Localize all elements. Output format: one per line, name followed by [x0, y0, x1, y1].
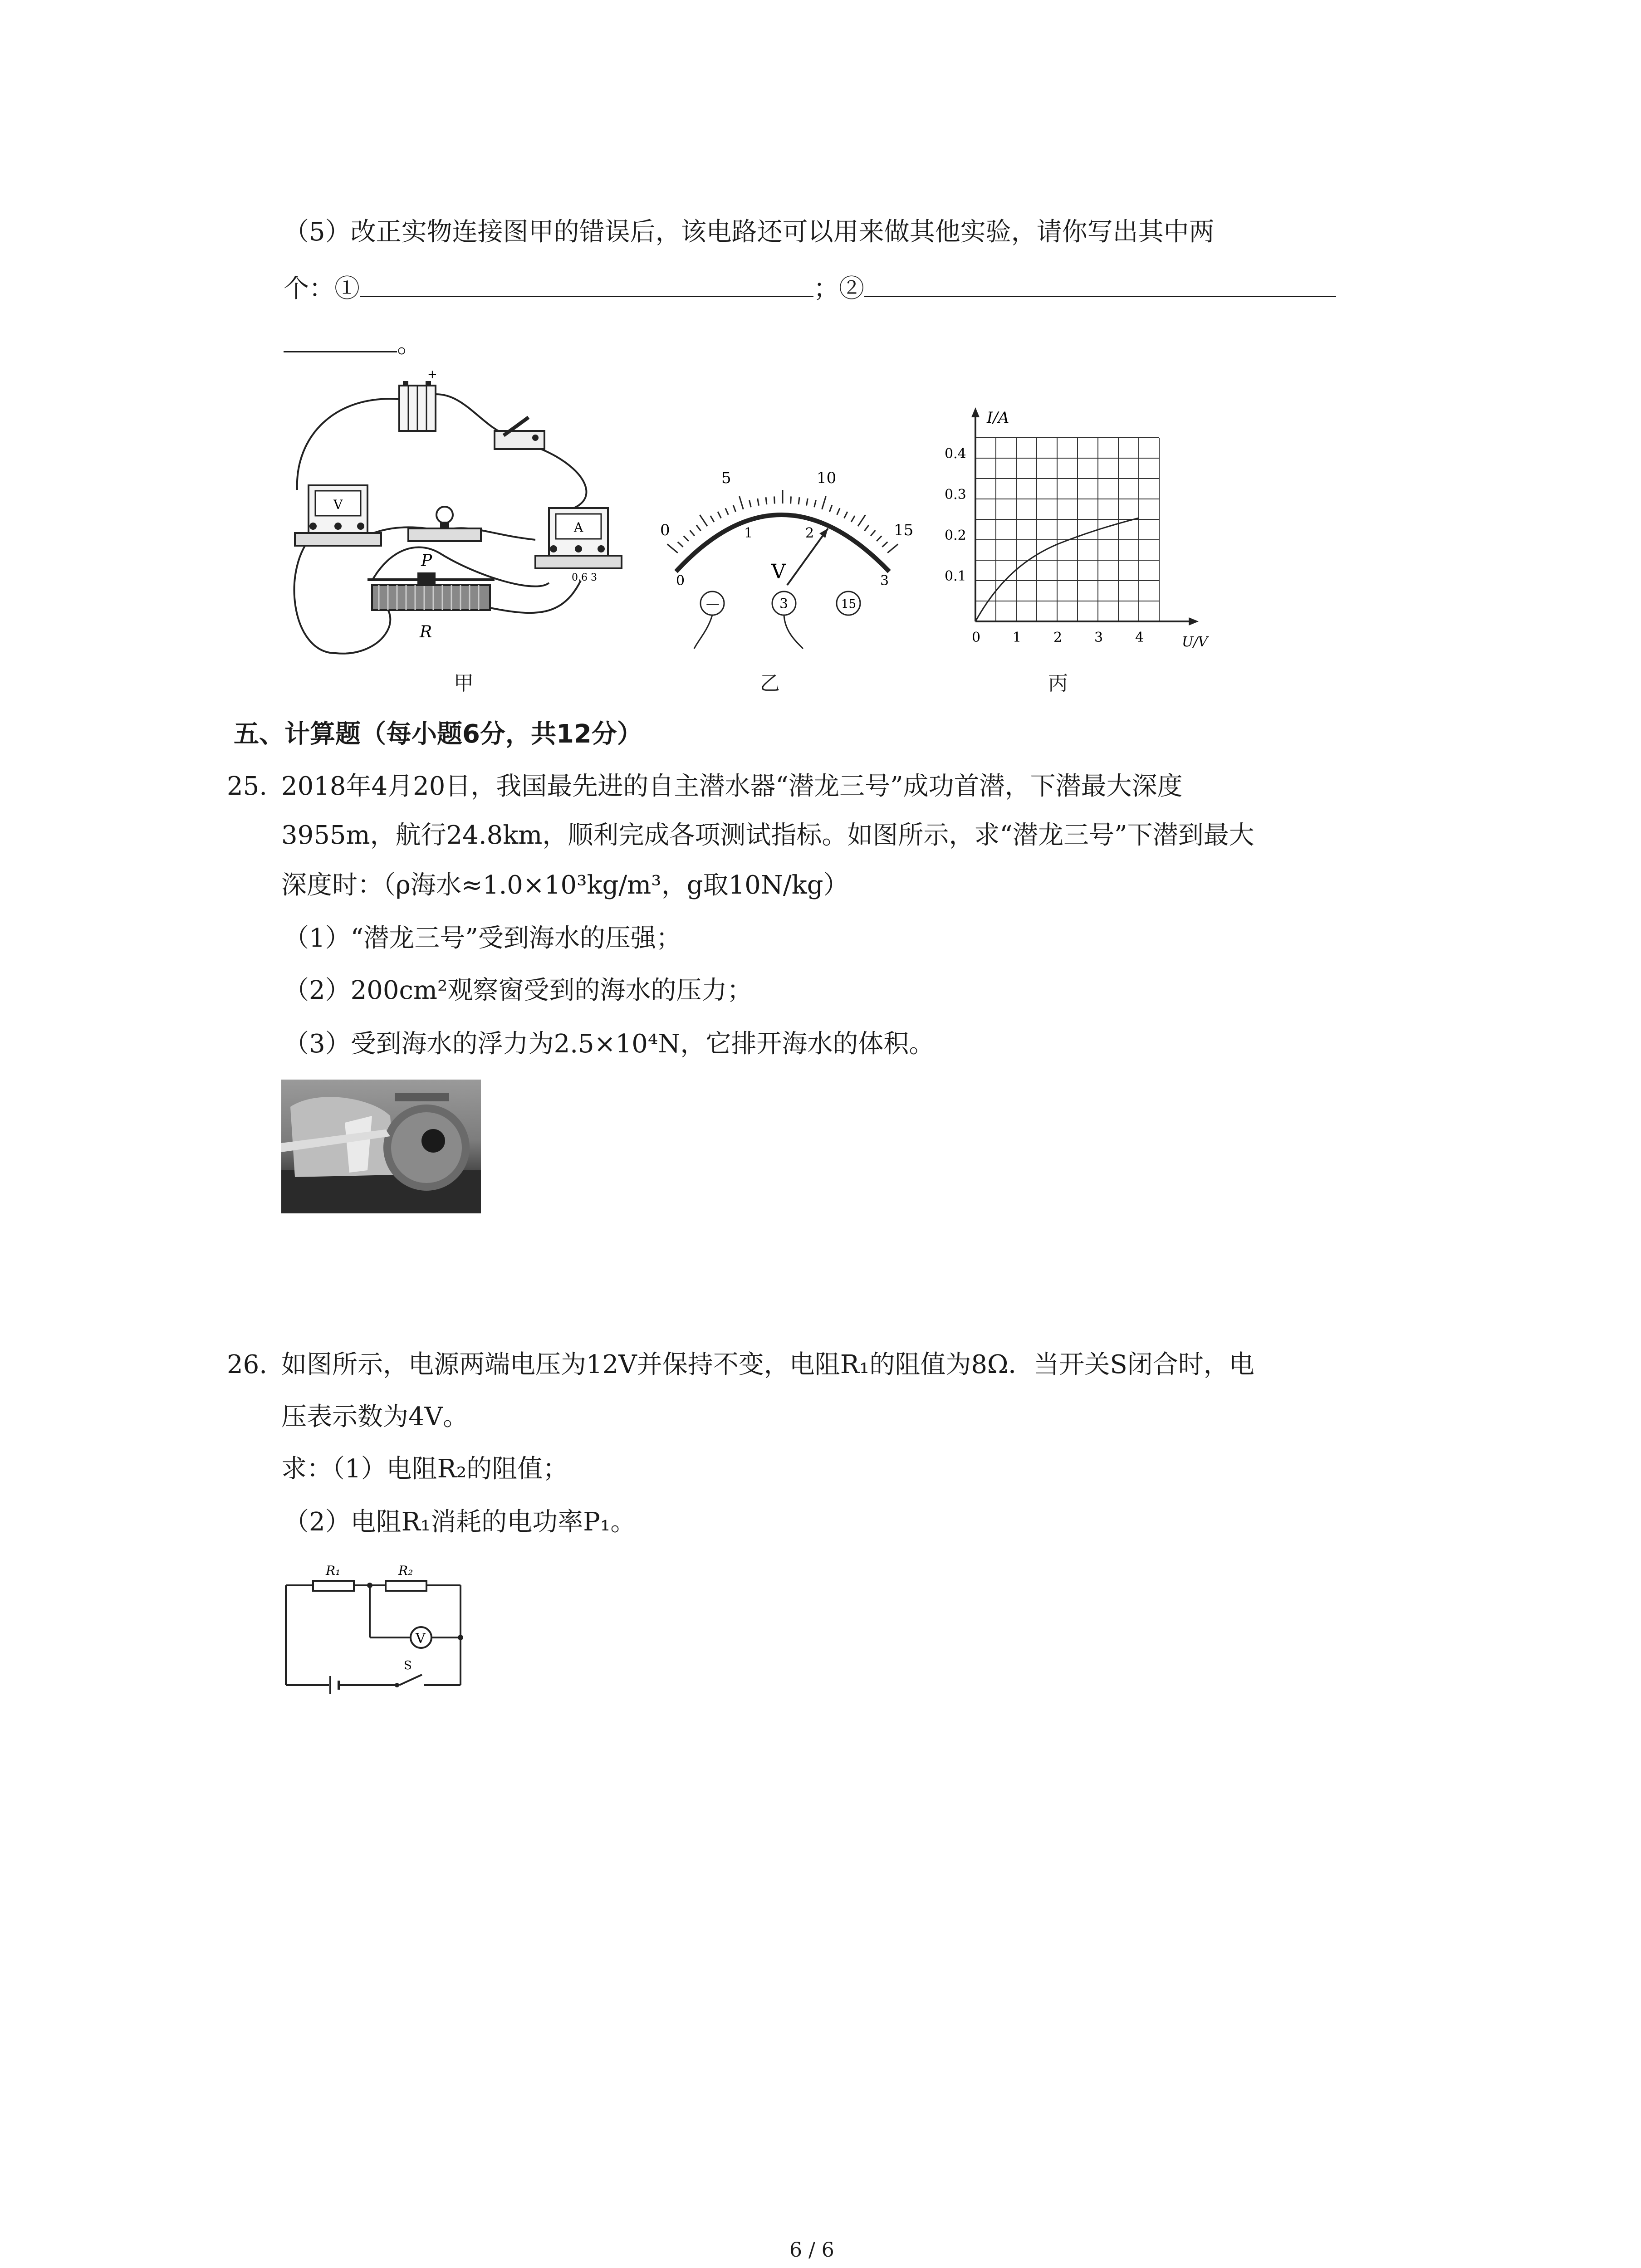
voltmeter-label: V	[416, 1631, 426, 1647]
answer-blank-1[interactable]	[360, 271, 813, 297]
rheostat-label: R	[420, 623, 432, 641]
dial-inner-2: 2	[805, 525, 814, 541]
dial-inner-1: 1	[744, 525, 753, 541]
submarine-photo	[281, 1080, 481, 1213]
terminal-3: 3	[779, 596, 789, 612]
dial-inner-0: 0	[676, 573, 685, 589]
lamp-icon	[408, 507, 481, 541]
y-tick-02: 0.2	[945, 528, 966, 543]
y-tick-01: 0.1	[945, 568, 966, 584]
q26-ask: 求：（1）电阻R₂的阻值；	[281, 1454, 568, 1484]
dial-tick	[766, 497, 767, 504]
dial-tick	[774, 497, 775, 504]
dial-tick	[696, 525, 701, 531]
dial-tick	[844, 512, 847, 518]
dial-tick	[684, 536, 689, 542]
q24-5-line3	[284, 327, 422, 359]
dial-tick	[851, 516, 855, 522]
dial-tick	[749, 500, 751, 508]
r2-label: R₂	[398, 1563, 413, 1578]
q25-line1: 2018年4月20日，我国最先进的自主潜水器“潜龙三号”成功首潜，下潜最大深度	[281, 772, 1183, 801]
terminal-15: 15	[841, 597, 857, 611]
q26-number: 26.	[227, 1350, 268, 1379]
y-axis-label: I/A	[987, 409, 1009, 427]
figure-bing-caption: 丙	[1048, 672, 1068, 695]
section5-title: 五、计算题（每小题6分，共12分）	[234, 719, 642, 749]
switch-label: S	[404, 1659, 412, 1672]
q26-circuit-diagram	[277, 1556, 467, 1701]
dial-tick	[667, 544, 678, 553]
resistor-r2	[386, 1581, 426, 1591]
q25-sub2: （2）200cm²观察窗受到的海水的压力；	[284, 976, 753, 1005]
dial-outer-15: 15	[894, 521, 914, 539]
dial-tick	[710, 516, 714, 522]
dial-tick	[837, 508, 840, 515]
figure-jia-circuit	[281, 363, 640, 662]
dial-tick	[798, 497, 799, 504]
dial-tick	[733, 505, 736, 512]
dial-tick	[882, 542, 888, 547]
dial-meter-letter: V	[771, 560, 786, 583]
dial-outer-5: 5	[721, 469, 731, 487]
y-tick-03: 0.3	[945, 487, 966, 503]
q26-line2: 压表示数为4V。	[281, 1402, 469, 1432]
dial-tick	[725, 508, 728, 515]
dial-tick	[814, 500, 816, 508]
dial-tick	[758, 499, 759, 506]
dial-tick	[822, 496, 826, 509]
dial-tick	[858, 515, 866, 526]
dial-tick	[678, 542, 683, 547]
q24-5-prefix: 个：①	[284, 274, 360, 303]
dial-tick	[690, 530, 695, 536]
x-tick-3: 3	[1094, 630, 1103, 645]
q25-sub1: （1）“潜龙三号”受到海水的压强；	[284, 924, 681, 953]
battery-plus-label: +	[427, 368, 437, 381]
q26-sub2: （2）电阻R₁消耗的电功率P₁。	[284, 1507, 636, 1537]
rheostat-icon	[367, 552, 495, 641]
page-number: 6 / 6	[789, 2239, 834, 2262]
q24-5-sep: ；②	[813, 274, 864, 303]
dial-tick	[718, 512, 721, 518]
ammeter-letter: A	[574, 520, 583, 535]
dial-tick	[864, 525, 869, 531]
y-tick-04: 0.4	[945, 446, 966, 462]
dial-tick	[700, 515, 707, 526]
q25-sub3: （3）受到海水的浮力为2.5×10⁴N，它排开海水的体积。	[284, 1029, 935, 1059]
dial-tick	[887, 544, 898, 553]
answer-blank-2[interactable]	[864, 271, 1336, 297]
figure-bing-iu-graph	[935, 399, 1252, 662]
q26-line1: 如图所示，电源两端电压为12V并保持不变，电阻R₁的阻值为8Ω．当开关S闭合时，电	[281, 1350, 1254, 1379]
voltmeter-icon	[295, 485, 381, 546]
figure-yi-caption: 乙	[760, 672, 780, 695]
rheostat-slider-label: P	[421, 552, 432, 570]
battery-icon	[399, 368, 437, 431]
q24-5-line2	[284, 271, 1336, 304]
ammeter-range-label: 0.6 3	[572, 572, 597, 583]
q24-5-suffix: 。	[397, 329, 422, 359]
figure-jia-caption: 甲	[454, 672, 474, 695]
q25-line2: 3955m，航行24.8km，顺利完成各项测试指标。如图所示，求“潜龙三号”下潜到最大	[281, 821, 1254, 850]
x-tick-4: 4	[1135, 630, 1144, 645]
r1-label: R₁	[326, 1563, 341, 1578]
dial-outer-10: 10	[817, 469, 837, 487]
x-tick-1: 1	[1013, 630, 1022, 645]
dial-tick	[829, 505, 832, 512]
x-tick-2: 2	[1053, 630, 1063, 645]
q25-number: 25.	[227, 772, 268, 801]
switch-icon	[495, 417, 544, 449]
resistor-r1	[313, 1581, 354, 1591]
dial-tick	[871, 530, 875, 536]
x-tick-0: 0	[972, 630, 981, 645]
dial-tick	[740, 496, 744, 509]
q25-line3: 深度时：（ρ海水≈1.0×10³kg/m³，g取10N/kg）	[281, 870, 849, 900]
voltmeter-letter: V	[333, 497, 343, 512]
dial-tick	[877, 536, 882, 542]
dial-inner-3: 3	[880, 573, 889, 589]
ammeter-icon	[535, 508, 622, 583]
figure-yi-voltmeter-dial	[649, 449, 921, 662]
x-axis-label: U/V	[1182, 634, 1208, 650]
terminal-negative: —	[706, 596, 720, 611]
dial-tick	[807, 499, 808, 506]
q24-5-line1: （5）改正实物连接图甲的错误后，该电路还可以用来做其他实验，请你写出其中两	[284, 217, 1215, 247]
dial-outer-0: 0	[660, 521, 670, 539]
answer-blank-2-cont[interactable]	[284, 327, 397, 352]
